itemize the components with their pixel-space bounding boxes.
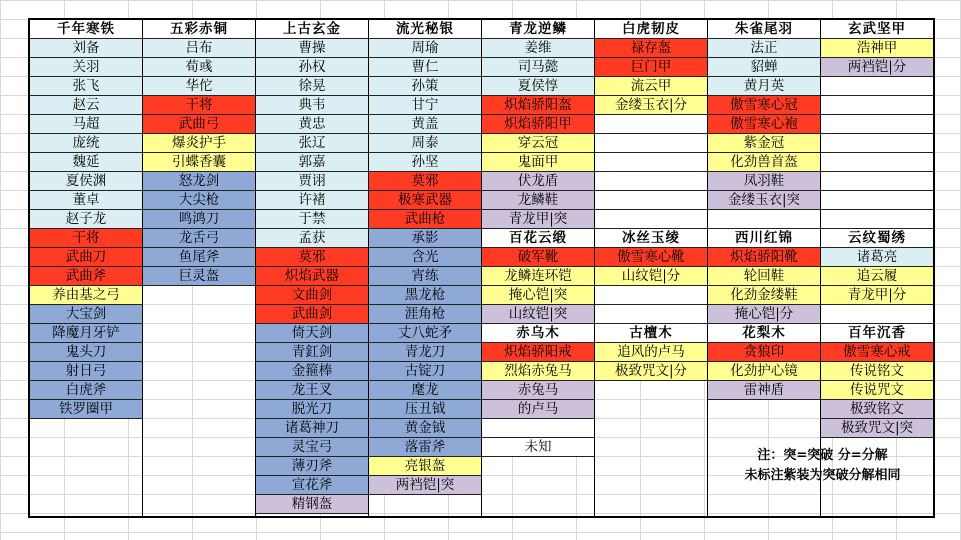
table-cell: 古锭刀 bbox=[369, 362, 481, 381]
table-cell: 炽焰骄阳戒 bbox=[482, 343, 594, 362]
table-cell: 青釭剑 bbox=[256, 343, 368, 362]
table-cell: 龙鳞连环铠 bbox=[482, 267, 594, 286]
column-1 bbox=[143, 20, 256, 516]
table-cell: 武曲弓 bbox=[143, 115, 255, 134]
table-cell: 灵宝弓 bbox=[256, 438, 368, 457]
table-cell: 掩心铠|突 bbox=[482, 286, 594, 305]
column-header: 流光秘银 bbox=[369, 20, 481, 39]
table-cell: 轮回鞋 bbox=[708, 267, 820, 286]
table-cell: 于禁 bbox=[256, 210, 368, 229]
table-cell: 许褚 bbox=[256, 191, 368, 210]
table-cell: 极致咒文|突 bbox=[821, 419, 933, 438]
table-cell: 法正 bbox=[708, 39, 820, 58]
legend-note-line-1: 注：突=突破 分=分解 bbox=[757, 448, 888, 463]
table-cell: 丈八蛇矛 bbox=[369, 324, 481, 343]
table-cell: 傲雪寒心袍 bbox=[708, 115, 820, 134]
table-cell: 倚天剑 bbox=[256, 324, 368, 343]
column-6 bbox=[708, 20, 821, 516]
table-cell: 山纹铠|突 bbox=[482, 305, 594, 324]
table-cell: 鸣鸿刀 bbox=[143, 210, 255, 229]
table-cell: 荀彧 bbox=[143, 58, 255, 77]
table-cell: 两裆铠|分 bbox=[821, 58, 933, 77]
table-cell: 莫邪 bbox=[256, 248, 368, 267]
table-cell: 破军靴 bbox=[482, 248, 594, 267]
table-cell bbox=[821, 191, 933, 210]
table-cell: 周瑜 bbox=[369, 39, 481, 58]
table-cell: 傲雪寒心戒 bbox=[821, 343, 933, 362]
table-cell: 孟获 bbox=[256, 229, 368, 248]
table-cell: 莫邪 bbox=[369, 172, 481, 191]
table-cell: 董卓 bbox=[30, 191, 142, 210]
table-cell: 干将 bbox=[143, 96, 255, 115]
table-cell: 巨门甲 bbox=[595, 58, 707, 77]
table-cell: 龙鳞鞋 bbox=[482, 191, 594, 210]
table-cell: 马超 bbox=[30, 115, 142, 134]
table-cell: 黄盖 bbox=[369, 115, 481, 134]
table-cell: 龙舌弓 bbox=[143, 229, 255, 248]
table-cell: 化劲护心镜 bbox=[708, 362, 820, 381]
section-header: 古檀木 bbox=[595, 324, 707, 343]
table-cell bbox=[595, 172, 707, 191]
table-cell: 紫金冠 bbox=[708, 134, 820, 153]
table-cell: 武曲枪 bbox=[369, 210, 481, 229]
table-cell: 黄月英 bbox=[708, 77, 820, 96]
table-cell: 干将 bbox=[30, 229, 142, 248]
table-cell: 赵云 bbox=[30, 96, 142, 115]
table-cell: 流云甲 bbox=[595, 77, 707, 96]
table-cell: 金缕玉衣|突 bbox=[708, 191, 820, 210]
table-cell: 鬼面甲 bbox=[482, 153, 594, 172]
table-cell: 脱光刀 bbox=[256, 400, 368, 419]
table-cell: 涯角枪 bbox=[369, 305, 481, 324]
table-cell: 降魔月牙铲 bbox=[30, 324, 142, 343]
table-cell: 青龙甲|突 bbox=[482, 210, 594, 229]
table-cell: 化劲金缕鞋 bbox=[708, 286, 820, 305]
table-cell: 极寒武器 bbox=[369, 191, 481, 210]
section-header: 云纹蜀绣 bbox=[821, 229, 933, 248]
table-cell: 含光 bbox=[369, 248, 481, 267]
table-cell: 麾龙 bbox=[369, 381, 481, 400]
column-4 bbox=[482, 20, 595, 516]
table-cell: 压丑钺 bbox=[369, 400, 481, 419]
table-cell bbox=[595, 305, 707, 324]
table-cell: 大宝剑 bbox=[30, 305, 142, 324]
table-cell: 大尖枪 bbox=[143, 191, 255, 210]
table-cell: 关羽 bbox=[30, 58, 142, 77]
table-cell bbox=[595, 286, 707, 305]
table-cell: 传说咒文 bbox=[821, 381, 933, 400]
column-header: 玄武坚甲 bbox=[821, 20, 933, 39]
table-cell bbox=[821, 305, 933, 324]
table-cell bbox=[821, 153, 933, 172]
table-cell: 金缕玉衣|分 bbox=[595, 96, 707, 115]
table-cell bbox=[708, 210, 820, 229]
table-cell: 孙策 bbox=[369, 77, 481, 96]
table-cell: 传说铭文 bbox=[821, 362, 933, 381]
table-cell: 孙坚 bbox=[369, 153, 481, 172]
table-cell: 薄刃斧 bbox=[256, 457, 368, 476]
table-cell: 炽焰武器 bbox=[256, 267, 368, 286]
table-cell: 武曲刀 bbox=[30, 248, 142, 267]
table-cell: 傲雪寒心冠 bbox=[708, 96, 820, 115]
table-cell: 禄存盔 bbox=[595, 39, 707, 58]
table-cell: 徐晃 bbox=[256, 77, 368, 96]
column-3 bbox=[369, 20, 482, 516]
table-cell: 黄忠 bbox=[256, 115, 368, 134]
column-0 bbox=[30, 20, 143, 516]
table-cell bbox=[595, 191, 707, 210]
table-cell: 宣花斧 bbox=[256, 476, 368, 495]
table-cell: 龙王叉 bbox=[256, 381, 368, 400]
table-cell: 青龙刀 bbox=[369, 343, 481, 362]
table-cell: 的卢马 bbox=[482, 400, 594, 419]
table-cell: 怒龙剑 bbox=[143, 172, 255, 191]
table-cell bbox=[595, 134, 707, 153]
table-cell: 刘备 bbox=[30, 39, 142, 58]
column-header: 青龙逆鳞 bbox=[482, 20, 594, 39]
table-cell: 引蝶香囊 bbox=[143, 153, 255, 172]
table-cell: 炽焰骄阳甲 bbox=[482, 115, 594, 134]
table-cell: 赵子龙 bbox=[30, 210, 142, 229]
table-cell bbox=[595, 210, 707, 229]
table-cell: 烈焰赤兔马 bbox=[482, 362, 594, 381]
table-cell: 貂蝉 bbox=[708, 58, 820, 77]
table-cell: 黄金钺 bbox=[369, 419, 481, 438]
table-cell bbox=[821, 77, 933, 96]
table-cell: 甘宁 bbox=[369, 96, 481, 115]
table-cell: 炽焰骄阳盔 bbox=[482, 96, 594, 115]
table-cell: 山纹铠|分 bbox=[595, 267, 707, 286]
table-cell: 诸葛亮 bbox=[821, 248, 933, 267]
table-cell bbox=[821, 172, 933, 191]
table-cell: 吕布 bbox=[143, 39, 255, 58]
table-cell bbox=[595, 115, 707, 134]
table-cell: 夏侯惇 bbox=[482, 77, 594, 96]
table-cell: 文曲剑 bbox=[256, 286, 368, 305]
table-cell: 贾诩 bbox=[256, 172, 368, 191]
table-cell: 雷神盾 bbox=[708, 381, 820, 400]
table-cell: 化劲兽首盔 bbox=[708, 153, 820, 172]
table-cell: 两裆铠|突 bbox=[369, 476, 481, 495]
section-header: 冰丝玉绫 bbox=[595, 229, 707, 248]
table-cell: 鱼尾斧 bbox=[143, 248, 255, 267]
table-cell: 夏侯渊 bbox=[30, 172, 142, 191]
table-cell: 落雷斧 bbox=[369, 438, 481, 457]
column-5 bbox=[595, 20, 708, 516]
table-cell: 诸葛神刀 bbox=[256, 419, 368, 438]
table-cell: 射日弓 bbox=[30, 362, 142, 381]
section-header: 赤乌木 bbox=[482, 324, 594, 343]
table-cell: 武曲斧 bbox=[30, 267, 142, 286]
table-cell bbox=[821, 134, 933, 153]
table-cell: 典韦 bbox=[256, 96, 368, 115]
table-cell: 白虎斧 bbox=[30, 381, 142, 400]
table-cell bbox=[821, 96, 933, 115]
table-cell bbox=[821, 210, 933, 229]
table-cell: 炽焰骄阳靴 bbox=[708, 248, 820, 267]
table-cell: 鬼头刀 bbox=[30, 343, 142, 362]
table-cell: 魏延 bbox=[30, 153, 142, 172]
table-cell: 孙权 bbox=[256, 58, 368, 77]
table-cell: 宵练 bbox=[369, 267, 481, 286]
table-cell: 司马懿 bbox=[482, 58, 594, 77]
table-cell: 贪狼印 bbox=[708, 343, 820, 362]
section-header: 百年沉香 bbox=[821, 324, 933, 343]
table-cell: 华佗 bbox=[143, 77, 255, 96]
table-cell: 赤兔马 bbox=[482, 381, 594, 400]
column-header: 上古玄金 bbox=[256, 20, 368, 39]
table-cell: 武曲剑 bbox=[256, 305, 368, 324]
legend-notes bbox=[710, 446, 935, 486]
table-cell: 追云履 bbox=[821, 267, 933, 286]
table-cell bbox=[595, 153, 707, 172]
table-cell: 爆炎护手 bbox=[143, 134, 255, 153]
table-cell: 穿云冠 bbox=[482, 134, 594, 153]
legend-note-line-2: 未标注紫装为突破分解相同 bbox=[744, 468, 901, 483]
table-cell: 曹仁 bbox=[369, 58, 481, 77]
table-cell: 追风的卢马 bbox=[595, 343, 707, 362]
table-cell: 郭嘉 bbox=[256, 153, 368, 172]
table-cell: 黑龙枪 bbox=[369, 286, 481, 305]
table-cell: 浩神甲 bbox=[821, 39, 933, 58]
table-cell: 青龙甲|分 bbox=[821, 286, 933, 305]
column-7 bbox=[821, 20, 933, 516]
table-cell: 姜维 bbox=[482, 39, 594, 58]
column-header: 白虎韧皮 bbox=[595, 20, 707, 39]
table-cell: 掩心铠|分 bbox=[708, 305, 820, 324]
equipment-material-table bbox=[28, 18, 935, 518]
table-cell: 金箍棒 bbox=[256, 362, 368, 381]
table-cell: 傲雪寒心靴 bbox=[595, 248, 707, 267]
column-header: 朱雀尾羽 bbox=[708, 20, 820, 39]
table-cell: 庞统 bbox=[30, 134, 142, 153]
table-cell: 伏龙盾 bbox=[482, 172, 594, 191]
column-header: 千年寒铁 bbox=[30, 20, 142, 39]
column-header: 五彩赤铜 bbox=[143, 20, 255, 39]
table-cell: 未知 bbox=[482, 438, 594, 457]
table-cell: 张飞 bbox=[30, 77, 142, 96]
table-cell: 承影 bbox=[369, 229, 481, 248]
table-cell bbox=[482, 419, 594, 438]
table-cell: 曹操 bbox=[256, 39, 368, 58]
table-cell: 张辽 bbox=[256, 134, 368, 153]
table-cell: 亮银盔 bbox=[369, 457, 481, 476]
table-cell: 凤羽鞋 bbox=[708, 172, 820, 191]
section-header: 花梨木 bbox=[708, 324, 820, 343]
table-cell: 养由基之弓 bbox=[30, 286, 142, 305]
table-cell: 极致铭文 bbox=[821, 400, 933, 419]
table-cell bbox=[821, 115, 933, 134]
table-cell: 周泰 bbox=[369, 134, 481, 153]
table-cell: 极致咒文|分 bbox=[595, 362, 707, 381]
table-cell: 精钢盔 bbox=[256, 495, 368, 514]
section-header: 西川红锦 bbox=[708, 229, 820, 248]
column-2 bbox=[256, 20, 369, 516]
table-cell: 巨灵盔 bbox=[143, 267, 255, 286]
table-cell: 铁罗圈甲 bbox=[30, 400, 142, 419]
section-header: 百花云缎 bbox=[482, 229, 594, 248]
